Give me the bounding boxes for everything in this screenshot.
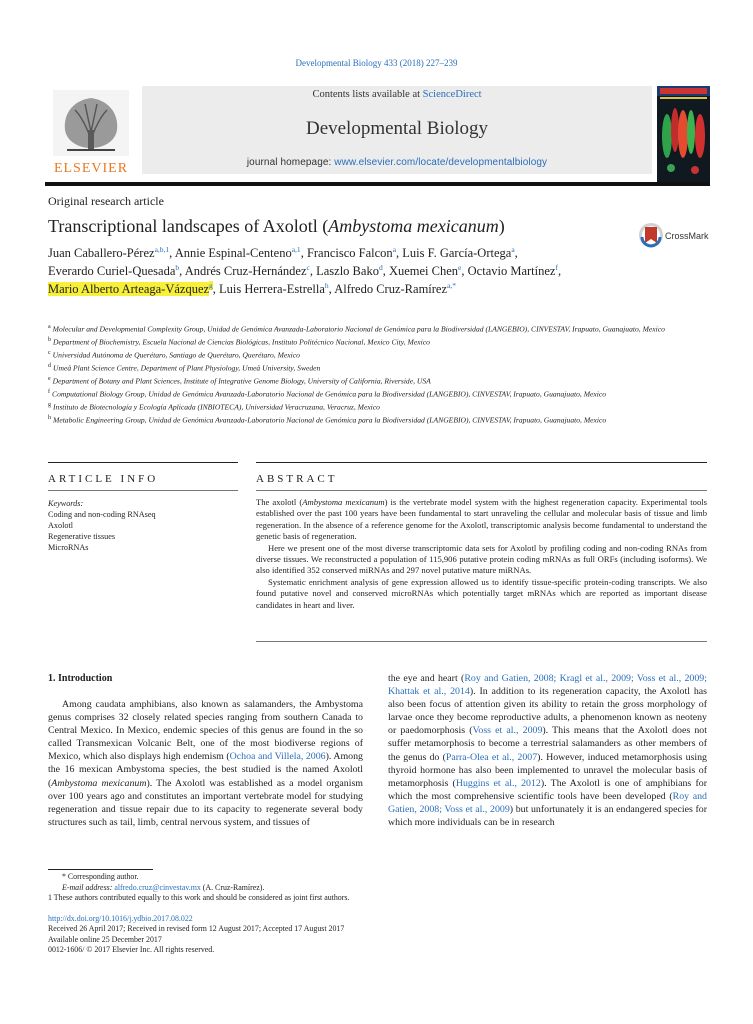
citation-link[interactable]: Roy and Gatien, 2008; Kragl et al., 2009; Voss et al., 2009; Khattak et al., 2014: [388, 673, 707, 698]
keywords-label: Keywords:: [48, 499, 84, 508]
author-name[interactable]: Alfredo Cruz-Ramírez: [334, 282, 448, 296]
author-affiliation-marker[interactable]: b: [175, 262, 180, 272]
author[interactable]: [468, 264, 558, 278]
body-paragraph: [48, 698, 363, 829]
author-name[interactable]: Octavio Martínez: [467, 264, 556, 278]
author-name[interactable]: Luis Herrera-Estrella: [219, 282, 325, 296]
author-name[interactable]: Xuemei Chen: [388, 264, 459, 278]
article-type: Original research article: [48, 194, 164, 208]
banner-center: [142, 86, 652, 174]
author-affiliation-marker[interactable]: a,1: [291, 244, 301, 254]
body-text: the eye and heart (: [388, 673, 465, 684]
journal-banner: [45, 86, 710, 182]
author-affiliation-marker[interactable]: a: [511, 244, 515, 254]
author-name[interactable]: Mario Alberto Arteaga-Vázquez: [48, 282, 210, 296]
homepage-prefix: journal homepage:: [246, 157, 335, 168]
author-separator: ,: [169, 246, 175, 260]
email-suffix: (A. Cruz-Ramírez).: [200, 882, 265, 892]
author-list: [48, 244, 648, 298]
author[interactable]: [307, 246, 396, 260]
affiliation-text: Umeå Plant Science Centre, Department of Plant Physiology, Umeå University, Sweden: [53, 363, 321, 373]
author[interactable]: [389, 264, 461, 278]
affiliation-item: [48, 400, 668, 413]
citation-link[interactable]: Parra-Olea et al., 2007: [445, 751, 538, 763]
body-text: ). The Axolotl was established as a model organism over 100 years ago and constitutes an important vertebrate model for studying regeneration and tissue repair due to its capacity to regenerate several body structures such as tail, limb, central nervous system, and tissues of: [48, 777, 363, 828]
article-info-rule-top: [48, 462, 238, 463]
affiliation-text: Computational Biology Group, Unidad de Genómica Avanzada-Laboratorio Nacional de Genómica para la Biodiversidad (LANGEBIO), CINVESTAV, Irapuato, Guanajuato, Mexico: [52, 389, 607, 399]
copyright: 0012-1606/ © 2017 Elsevier Inc. All rights reserved.: [48, 945, 215, 955]
author[interactable]: [402, 246, 514, 260]
crossmark-label: CrossMark: [665, 231, 709, 241]
abstract-heading: ABSTRACT: [256, 473, 338, 485]
affiliation-text: Department of Botany and Plant Sciences, Institute of Integrative Genome Biology, University of California, Riverside, USA: [52, 376, 431, 386]
article-info-rule-mid: [48, 490, 238, 491]
contents-line: [142, 89, 652, 100]
author-name[interactable]: Andrés Cruz-Hernández: [184, 264, 307, 278]
abstract-text: ) is the vertebrate model system with the highest regeneration capacity. Experimental tools established over the past 100 years have been fundamental to start unraveling the cellular and molecular basis of tissue and limb regeneration. In the absence of a reference genome for the Axolotl, transcriptomic analysis become fundamental to understand the genetic basis of regeneration.: [256, 497, 708, 542]
affiliation-text: Metabolic Engineering Group, Unidad de Genómica Avanzada-Laboratorio Nacional de Genómica para la Biodiversidad (LANGEBIO), CINVESTAV, Irapuato, Guanajuato, Mexico: [53, 415, 607, 425]
author-name[interactable]: Luis F. García-Ortega: [402, 246, 512, 260]
sciencedirect-link[interactable]: ScienceDirect: [422, 89, 482, 100]
affiliation-item: [48, 348, 668, 361]
keyword-item: MicroRNAs: [48, 543, 89, 552]
author-affiliation-marker[interactable]: a: [392, 244, 397, 254]
author[interactable]: [48, 264, 179, 278]
author-affiliation-marker[interactable]: c: [306, 262, 310, 272]
author-separator: ,: [514, 246, 518, 260]
body-text: ). The Axolotl is one of amphibians for which the most comprehensive scientific tools have been developed (: [388, 777, 707, 802]
crossmark-button[interactable]: [638, 221, 718, 251]
citation-link[interactable]: Voss et al., 2009: [472, 725, 543, 737]
affiliation-letter: f: [48, 388, 50, 395]
citation-link[interactable]: Ochoa and Villela, 2006: [229, 751, 326, 763]
body-paragraph: [388, 672, 707, 829]
homepage-line: [142, 157, 652, 168]
doi-link[interactable]: http://dx.doi.org/10.1016/j.ydbio.2017.08.022: [48, 914, 193, 923]
author-affiliation-marker[interactable]: g: [209, 280, 213, 290]
affiliation-item: [48, 361, 668, 374]
author-affiliation-marker[interactable]: f: [555, 262, 558, 272]
elsevier-wordmark: ELSEVIER: [53, 161, 129, 176]
body-text: Among caudata amphibians, also known as salamanders, the Ambystoma genus comprises 32 closely related species ranging from southern Canada to Central Mexico. In Mexico, endemic species of this genus are found in the so called Transmexican Volcanic Belt, one of the most biodiverse regions of Mexico, which also displays high endemism (: [48, 699, 363, 763]
affiliation-item: [48, 322, 668, 335]
keyword-item: Axolotl: [48, 521, 74, 530]
author[interactable]: [175, 246, 301, 260]
received-dates: Received 26 April 2017; Received in revised form 12 August 2017; Accepted 17 August 2017: [48, 924, 345, 934]
email-link[interactable]: alfredo.cruz@cinvestav.mx: [114, 882, 201, 892]
body-text: ). In addition to its regeneration capacity, the Axolotl has also been focus of attention given its ability to retain the gross morphology of larvae once they become reproductive adults, a phenomenon known as neoteny or paedomorphosis (: [388, 686, 707, 737]
journal-name: Developmental Biology: [305, 118, 489, 139]
citation-link[interactable]: Roy and Gatien, 2008; Voss et al., 2009: [388, 790, 707, 815]
title-prefix: Transcriptional landscapes of Axolotl (: [48, 216, 329, 236]
affiliations: [48, 322, 668, 426]
body-text: ). This means that the Axolotl does not suffer metamorphosis to become a terrestrial salamanders as other members of the genus do (: [388, 725, 707, 763]
article-info-heading: ARTICLE INFO: [48, 473, 159, 485]
affiliation-text: Instituto de Biotecnología y Ecología Aplicada (INBIOTECA), Universidad Veracruzana, Veracruz, Mexico: [53, 402, 380, 412]
abstract-text: The axolotl (: [256, 497, 303, 507]
affiliation-letter: g: [48, 401, 51, 408]
keywords-block: [48, 498, 238, 553]
publication-info: [48, 914, 448, 956]
keyword-item: Regenerative tissues: [48, 532, 116, 541]
affiliation-item: [48, 413, 668, 426]
available-online: Available online 25 December 2017: [48, 934, 162, 944]
affiliation-letter: b: [48, 336, 51, 343]
keyword-item: Coding and non-coding RNAseq: [48, 510, 156, 519]
author-affiliation-marker[interactable]: d: [378, 262, 383, 272]
author-separator: ,: [382, 264, 389, 278]
footnotes: [48, 872, 448, 904]
footnote-equal-contribution: 1 These authors contributed equally to this work and should be considered as joint first authors.: [48, 893, 350, 903]
author-name[interactable]: Everardo Curiel-Quesada: [48, 264, 176, 278]
author-separator: ,: [328, 282, 335, 296]
affiliation-letter: e: [48, 375, 51, 382]
footnote-rule: [48, 869, 153, 870]
author-name[interactable]: Francisco Falcon: [306, 246, 393, 260]
abstract-body: [256, 497, 707, 611]
author[interactable]: [185, 264, 310, 278]
abstract-paragraph: Here we present one of the most diverse transcriptomic data sets for Axolotl by profiling coding and non-coding RNAs from diverse tissues. We reconstructed a population of 115,906 putative protein coding mRNAs as full ORFs (including isoforms). We also identified 352 conserved miRNAs and 297 novel putative mature miRNAs.: [256, 542, 707, 576]
author[interactable]: [48, 282, 213, 296]
affiliation-letter: h: [48, 414, 51, 421]
body-text: ). Among the 16 mexican Ambystoma species, the best studied is the named Axolotl (: [48, 751, 363, 789]
citation-link[interactable]: Huggins et al., 2012: [455, 777, 541, 789]
footnote-email: [48, 883, 448, 894]
homepage-link[interactable]: www.elsevier.com/locate/developmentalbiology: [334, 157, 548, 168]
affiliation-text: Universidad Autónoma de Querétaro, Santiago de Querétaro, Querétaro, Mexico: [52, 350, 300, 360]
species-name: Ambystoma mexicanum: [51, 777, 147, 789]
body-column-left: [48, 698, 363, 829]
abstract-rule-bottom: [256, 641, 707, 642]
body-text: ). However, induced metamorphosis using thyroid hormone has also been implemented to unravel the molecular basis of metamorphosis (: [388, 751, 707, 789]
author-separator: ,: [557, 264, 562, 278]
elsevier-logo[interactable]: [45, 86, 137, 182]
section-heading-introduction: 1. Introduction: [48, 673, 113, 684]
abstract-paragraph: Systematic enrichment analysis of gene expression allowed us to identify tissue-specific protein-coding transcripts. We also found putative novel and conserved microRNAs which potentially target mRNAs which are reported as important disease candidates in heart and liver.: [256, 576, 707, 610]
affiliation-letter: d: [48, 362, 51, 369]
author[interactable]: [219, 282, 329, 296]
affiliation-text: Department of Biochemistry, Escuela Nacional de Ciencias Biológicas, Instituto Politécnico Nacional, Mexico City, Mexico: [53, 337, 430, 347]
author-separator: ,: [396, 246, 403, 260]
abstract-paragraph: [256, 497, 707, 543]
abstract-species: Ambystoma mexicanum: [302, 497, 385, 507]
journal-citation[interactable]: Developmental Biology 433 (2018) 227–239: [295, 58, 458, 68]
abstract-rule-mid: [256, 490, 707, 491]
author[interactable]: [48, 246, 169, 260]
affiliation-letter: a: [48, 324, 51, 330]
author[interactable]: [316, 264, 383, 278]
abstract-rule-top: [256, 462, 707, 463]
affiliation-letter: c: [48, 349, 51, 356]
author-separator: ,: [309, 264, 317, 278]
author[interactable]: [334, 282, 456, 296]
author-name[interactable]: Annie Espinal-Centeno: [174, 246, 292, 260]
contents-prefix: Contents lists available at: [312, 89, 423, 100]
banner-rule: [45, 182, 710, 186]
author-name[interactable]: Laszlo Bako: [316, 264, 379, 278]
title-species: Ambystoma mexicanum: [328, 216, 499, 236]
affiliation-item: [48, 387, 668, 400]
author-affiliation-marker[interactable]: a,*: [447, 280, 456, 290]
affiliation-item: [48, 374, 668, 387]
article-title: [48, 216, 505, 237]
author-affiliation-marker[interactable]: a,b,1: [154, 244, 170, 254]
affiliation-item: [48, 335, 668, 348]
title-suffix: ): [498, 216, 505, 236]
footnote-corresponding: * Corresponding author.: [62, 872, 139, 881]
email-label: E-mail address:: [62, 882, 115, 892]
author-separator: ,: [300, 246, 307, 260]
body-column-right: [388, 672, 707, 829]
author-separator: ,: [461, 264, 468, 278]
author-affiliation-marker[interactable]: e: [458, 262, 462, 272]
author-affiliation-marker[interactable]: h: [324, 280, 329, 290]
author-name[interactable]: Juan Caballero-Pérez: [48, 246, 155, 260]
journal-cover-image[interactable]: [657, 86, 710, 182]
affiliation-text: Molecular and Developmental Complexity Group, Unidad de Genómica Avanzada-Laboratorio Nacional de Genómica para la Biodiversidad (LANGEBIO), CINVESTAV, Irapuato, Guanajuato, Mexico: [52, 324, 665, 334]
author-separator: ,: [212, 282, 220, 296]
body-text: ) but unfortunately it is an endangered species for which more individuals can be in research: [388, 803, 707, 829]
author-separator: ,: [179, 264, 185, 278]
